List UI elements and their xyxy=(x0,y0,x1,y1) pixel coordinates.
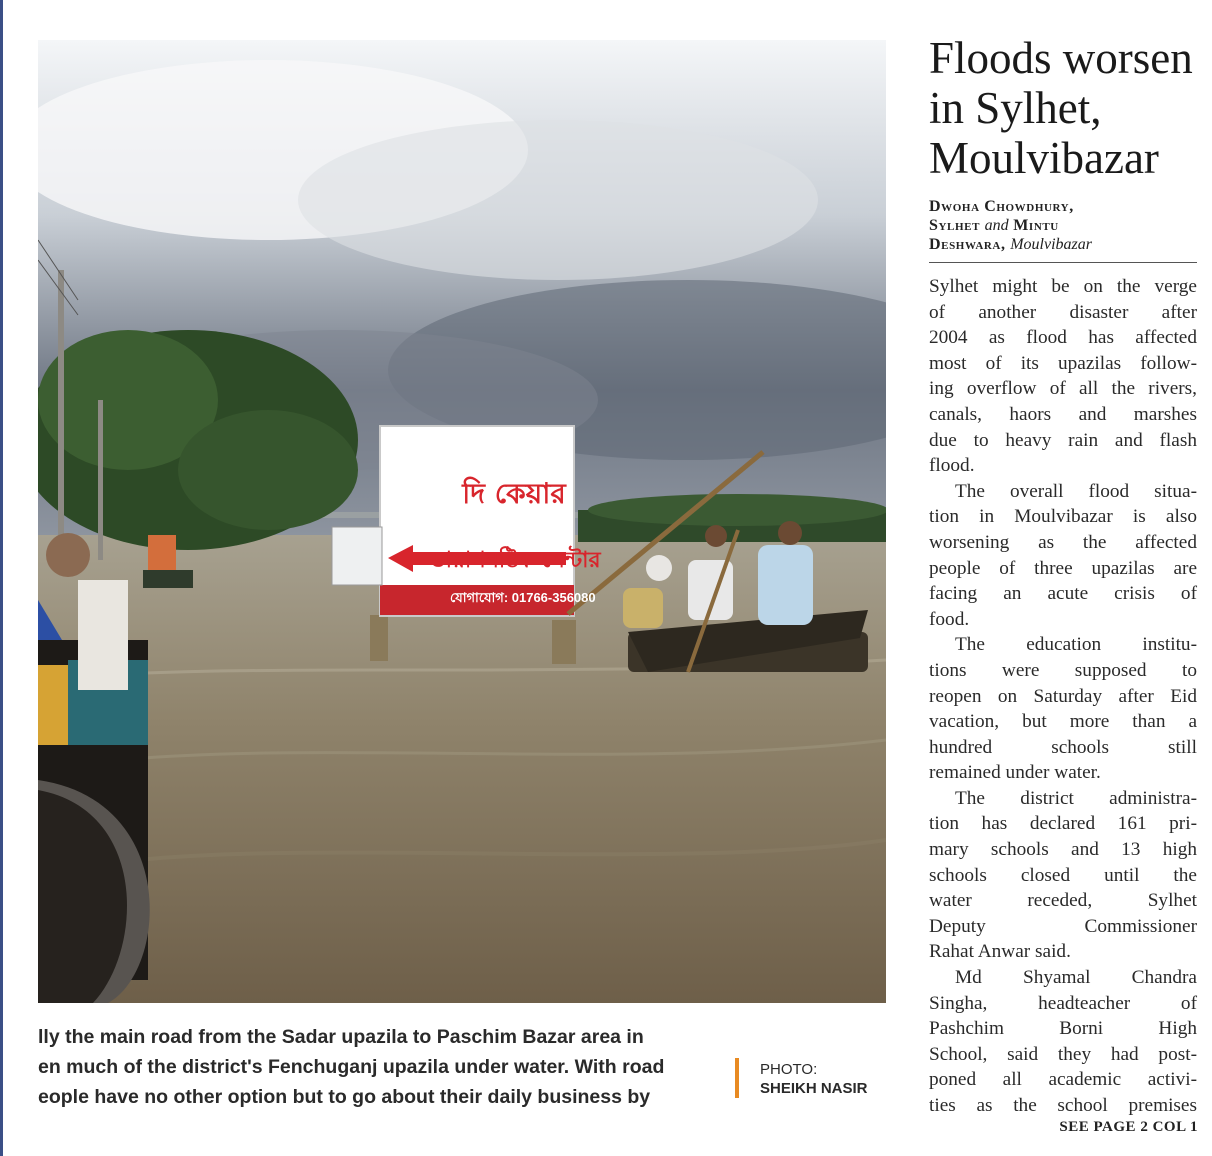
body-line: ties as the school premises xyxy=(929,1095,1197,1116)
flood-photo-illustration xyxy=(38,40,886,1003)
byline-line: Dwoha Chowdhury, xyxy=(929,198,1074,215)
photo-credit-label: PHOTO: xyxy=(760,1061,818,1078)
body-line: Singha, headteacher of xyxy=(929,992,1197,1014)
headline-line: in Sylhet, xyxy=(929,83,1102,133)
byline-place: Sylhet xyxy=(929,217,981,234)
article-body xyxy=(929,274,1197,1119)
photo-caption xyxy=(38,1022,698,1112)
body-line: The education institu- xyxy=(955,634,1197,656)
sign-line-2: ডায়াগনষ্টিক সেন্টার xyxy=(429,548,601,573)
headline-line: Moulvibazar xyxy=(929,133,1159,183)
body-line: water receded, Sylhet xyxy=(929,890,1197,912)
body-line: of another disaster after xyxy=(929,301,1197,323)
body-line: mary schools and 13 high xyxy=(929,839,1197,861)
body-line: reopen on Saturday after Eid xyxy=(929,685,1197,707)
body-line: Sylhet might be on the verge xyxy=(929,276,1197,297)
caption-line: en much of the district's Fenchuganj upazila under water. With road xyxy=(38,1056,665,1078)
byline-author: Deshwara, xyxy=(929,236,1006,253)
article-headline xyxy=(929,33,1209,183)
body-line: canals, haors and marshes xyxy=(929,403,1197,425)
body-line: people of three upazilas are xyxy=(929,557,1197,579)
article-byline xyxy=(929,197,1199,254)
caption-line: lly the main road from the Sadar upazila to Paschim Bazar area in xyxy=(38,1026,644,1048)
body-line: Deputy Commissioner xyxy=(929,915,1197,937)
body-line: The district administra- xyxy=(955,787,1197,809)
page-edge-rule xyxy=(0,0,3,1156)
byline-line xyxy=(929,216,1199,235)
byline-divider xyxy=(929,262,1197,263)
body-line: hundred schools still xyxy=(929,736,1197,758)
photo-credit xyxy=(760,1060,868,1098)
body-line: School, said they had post- xyxy=(929,1043,1197,1065)
body-line: 2004 as flood has affected xyxy=(929,327,1197,349)
body-line: facing an acute crisis of xyxy=(929,583,1197,605)
sign-phone: যোগাযোগ: 01766-356080 xyxy=(450,590,596,605)
body-line: tions were supposed to xyxy=(929,659,1197,681)
byline-line xyxy=(929,235,1199,254)
body-line: tion in Moulvibazar is also xyxy=(929,506,1197,528)
photo-credit-accent xyxy=(735,1058,739,1098)
body-line: poned all academic activi- xyxy=(929,1069,1197,1091)
body-line: Md Shyamal Chandra xyxy=(955,967,1197,989)
photo-credit-name: SHEIKH NASIR xyxy=(760,1080,868,1097)
byline-place: Moulvibazar xyxy=(1010,236,1092,253)
body-line: remained under water. xyxy=(929,762,1101,784)
headline-line: Floods worsen xyxy=(929,33,1193,83)
body-line: ing overflow of all the rivers, xyxy=(929,378,1197,400)
body-line: The overall flood situa- xyxy=(955,480,1197,502)
body-line: most of its upazilas follow- xyxy=(929,352,1197,374)
body-line: food. xyxy=(929,608,970,630)
body-line: due to heavy rain and flash xyxy=(929,429,1197,451)
body-line: schools closed until the xyxy=(929,864,1197,886)
caption-line: eople have no other option but to go about their daily business by xyxy=(38,1086,651,1108)
body-line: flood. xyxy=(929,455,975,477)
body-line: worsening as the affected xyxy=(929,531,1197,553)
byline-and: and xyxy=(984,217,1009,234)
flood-photo xyxy=(38,40,886,1003)
body-line: vacation, but more than a xyxy=(929,711,1197,733)
sign-line-1: দি কেয়ার xyxy=(462,477,566,510)
body-line: Pashchim Borni High xyxy=(929,1018,1197,1040)
body-line: Rahat Anwar said. xyxy=(929,941,1071,963)
continuation-link[interactable]: SEE PAGE 2 COL 1 xyxy=(1059,1119,1198,1135)
byline-author: Mintu xyxy=(1013,217,1059,234)
body-line: tion has declared 161 pri- xyxy=(929,813,1197,835)
